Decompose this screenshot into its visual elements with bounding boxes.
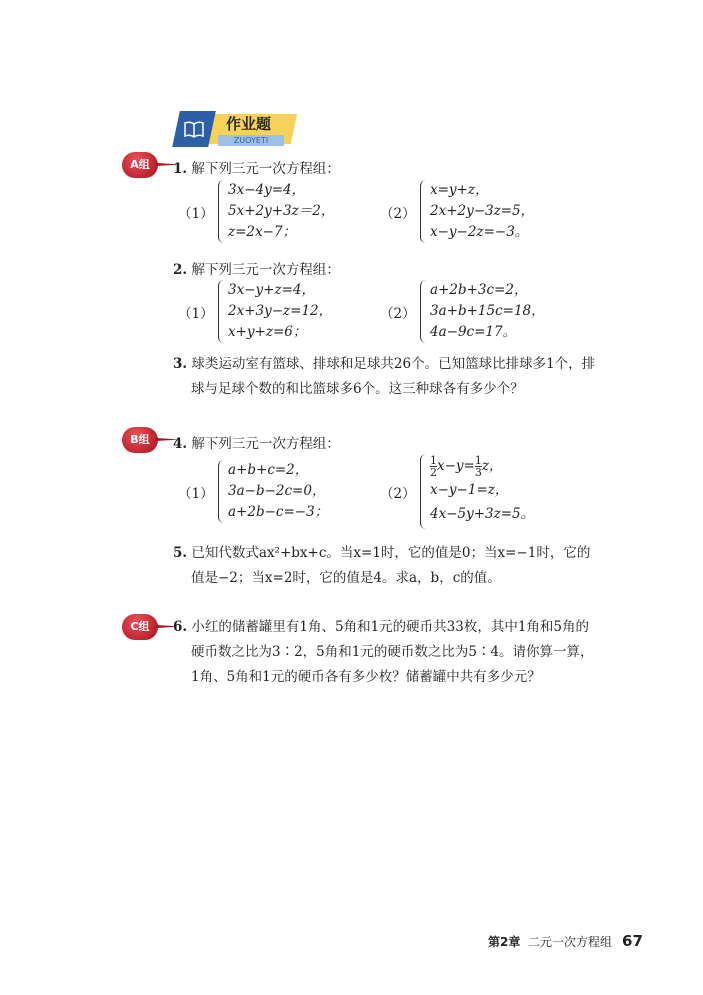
text: 3x−y+z=4， [228,282,315,298]
equation-system [178,180,358,243]
chapter-title: 二元一次方程组 [528,935,613,949]
text: 小红的储蓄罐里有1角、5角和1元的硬币共33枚，其中1角和5角的 [191,619,590,635]
question-6 [173,615,594,690]
question-text: 解下列三元一次方程组： [191,262,340,278]
chapter-number: 第2章 [488,935,521,949]
equation-system [178,460,358,523]
text: 2x+2y−3z=5， [430,203,535,219]
brace [420,280,429,343]
part-label: （2） [380,485,416,502]
text: x=y+z， [430,182,489,198]
text: a+b+c=2， [228,462,309,478]
question-text: 解下列三元一次方程组： [191,161,340,177]
header-subtitle: ZUOYETI [218,135,284,146]
text: z=2x−7； [228,224,297,240]
header-title: 作业题 [226,115,272,133]
part-label: （2） [380,205,416,222]
group-label: C组 [122,614,158,640]
text: 硬币数之比为3∶2，5角和1元的硬币数之比为5∶4。请你算一算， [191,644,594,660]
text: 1角、5角和1元的硬币各有多少枚？储蓄罐中共有多少元？ [191,669,541,685]
text: 1 [474,454,482,467]
text: 2x+3y−z=12， [228,303,333,319]
question-number: 4. [173,436,188,452]
group-label: B组 [122,427,158,453]
text: 2 [430,466,437,479]
brace [420,180,429,243]
equation-system [380,454,580,529]
text: 3 [474,466,482,479]
text: 4x−5y+3z=5。 [430,506,535,522]
part-label: （1） [178,305,214,322]
open-book-icon [182,117,206,141]
part-label: （2） [380,305,416,322]
text: 3. [173,356,188,372]
text: 球类运动室有篮球、排球和足球共26个。已知篮球比排球多1个，排 [191,356,596,372]
text: a+2b+3c=2， [430,282,528,298]
question-text: 解下列三元一次方程组： [191,436,340,452]
text: x−y= [437,458,475,474]
equation-system [380,280,560,343]
page-footer [488,932,643,950]
text: 球与足球个数的和比篮球多6个。这三种球各有多少个？ [191,381,524,397]
text: 3x−4y=4， [228,182,306,198]
equation-system [380,180,560,243]
text: 值是−2；当x=2时，它的值是4。求a，b，c的值。 [191,570,501,586]
text: x−y−2z=−3。 [430,224,529,240]
question-3 [173,352,595,402]
fraction [475,455,482,478]
homework-header [176,111,296,147]
question-number: 1. [173,161,188,177]
text: 5. [173,545,188,561]
text: 5x+2y+3z＝2， [228,203,335,219]
text: 已知代数式ax²+bx+c。当x=1时，它的值是0；当x=−1时，它的 [191,545,591,561]
brace [218,460,227,523]
text: 1 [430,454,437,467]
part-label: （1） [178,485,214,502]
brace [218,280,227,343]
text: a+2b−c=−3； [228,504,329,520]
group-label: A组 [122,152,158,178]
page-number: 67 [622,932,643,950]
text: x+y+z=6； [228,324,307,340]
fraction [430,455,437,478]
text: 3a+b+15c=18， [430,303,545,319]
question-number: 2. [173,262,188,278]
text: 3a−b−2c=0， [228,483,326,499]
text: 6. [173,619,188,635]
brace [218,180,227,243]
equation-system [178,280,358,343]
text: 4a−9c=17。 [430,324,517,340]
text: z， [481,458,503,474]
text: x−y−1=z， [430,482,509,498]
part-label: （1） [178,205,214,222]
brace [420,454,429,529]
question-5 [173,541,590,591]
